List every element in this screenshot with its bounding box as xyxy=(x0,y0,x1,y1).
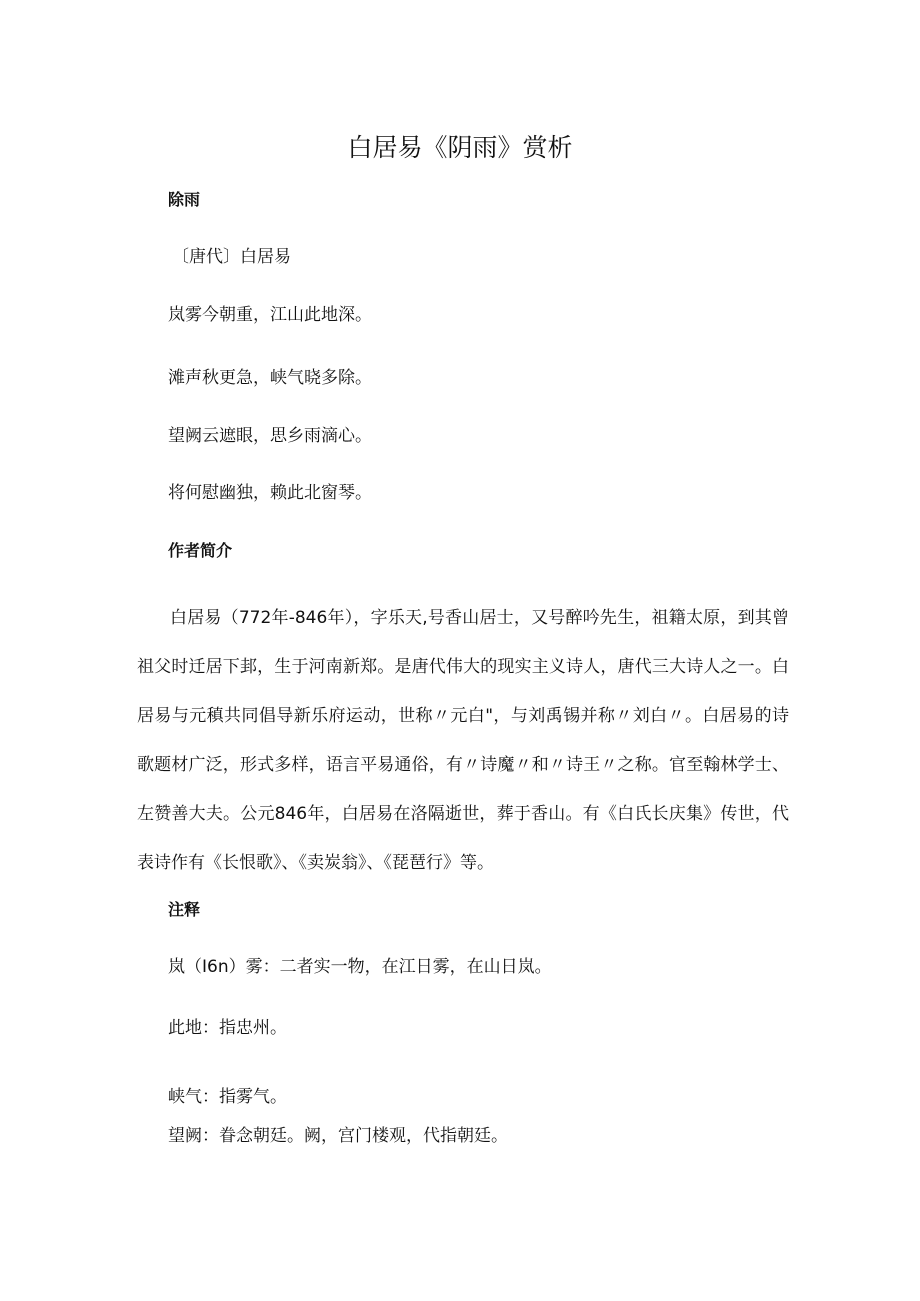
author-intro-heading: 作者简介 xyxy=(168,541,233,560)
note-item-3: 峡气：指雾气。 xyxy=(168,1087,287,1107)
poem-heading: 除雨 xyxy=(168,190,201,209)
author-intro-paragraph: 白居易（772年-846年），字乐天,号香山居士，又号醉吟先生，祖籍太原，到其曾祖父时迁居下邽，生于河南新郑。是唐代伟大的现实主义诗人，唐代三大诗人之一。白居易与元稹共同倡导新乐府运动，世称〃元白"，与刘禹锡并称〃刘白〃。白居易的诗歌题材广泛，形式多样，语言平易通俗，有〃诗魔〃和〃诗王〃之称。官至翰林学士、左赞善大夫。公元846年，白居易在洛隔逝世，葬于香山。有《白氏长庆集》传世，代表诗作有《长恨歌》、《卖炭翁》、《琵琶行》等。 xyxy=(137,608,789,873)
notes-heading: 注释 xyxy=(168,900,201,919)
poem-line-3: 望阙云遮眼，思乡雨滴心。 xyxy=(168,426,372,446)
poem-line-4: 将何慰幽独，赖此北窗琴。 xyxy=(168,483,372,503)
poem-author-line: 〔唐代〕白居易 xyxy=(172,247,291,267)
note-item-1: 岚（I6n）雾：二者实一物，在江日雾，在山日岚。 xyxy=(168,957,552,977)
poem-line-2: 滩声秋更急，峡气晓多除。 xyxy=(168,368,372,388)
note-item-2: 此地：指忠州。 xyxy=(168,1018,287,1038)
note-item-4: 望阙：眷念朝廷。阙，宫门楼观，代指朝廷。 xyxy=(168,1126,508,1146)
document-title: 白居易《阴雨》赏析 xyxy=(347,133,573,162)
poem-line-1: 岚雾今朝重，江山此地深。 xyxy=(168,305,372,325)
